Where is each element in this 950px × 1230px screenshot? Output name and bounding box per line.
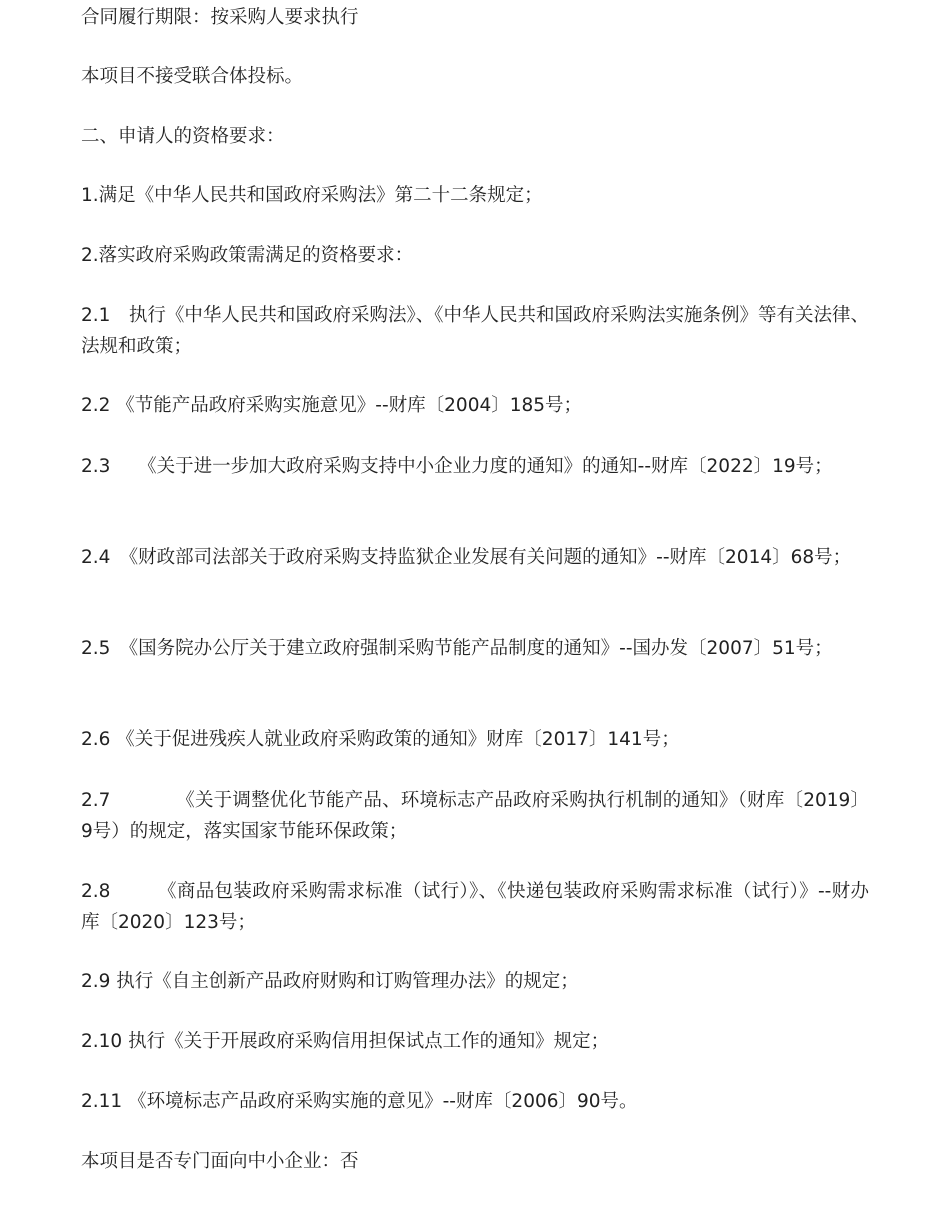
requirement-item: 2.1 执行《中华人民共和国政府采购法》、《中华人民共和国政府采购法实施条例》等有关法律、法规和政策； <box>81 305 869 357</box>
requirement-item: 2.落实政府采购政策需满足的资格要求： <box>81 245 414 266</box>
requirement-item: 2.9 执行《自主创新产品政府财购和订购管理办法》的规定； <box>81 971 579 992</box>
requirement-item: 2.3 《关于进一步加大政府采购支持中小企业力度的通知》的通知--财库〔2022〕19号； <box>81 456 833 477</box>
requirement-item: 2.4 《财政部司法部关于政府采购支持监狱企业发展有关问题的通知》--财库〔2014〕68号； <box>81 547 852 568</box>
requirement-item: 2.5 《国务院办公厅关于建立政府强制采购节能产品制度的通知》--国办发〔2007〕51号； <box>81 638 833 659</box>
sme-note: 本项目是否专门面向中小企业：否 <box>81 1151 359 1172</box>
requirement-item: 2.2 《节能产品政府采购实施意见》--财库〔2004〕185号； <box>81 395 583 416</box>
requirement-item: 1.满足《中华人民共和国政府采购法》第二十二条规定； <box>81 185 543 206</box>
section-heading: 二、申请人的资格要求： <box>81 126 285 147</box>
requirement-item: 2.6 《关于促进残疾人就业政府采购政策的通知》财库〔2017〕141号； <box>81 729 680 750</box>
contract-period: 合同履行期限：按采购人要求执行 <box>81 7 359 28</box>
requirement-item: 2.7 《关于调整优化节能产品、环境标志产品政府采购执行机制的通知》（财库〔2019〕9号）的规定，落实国家节能环保政策； <box>81 790 869 842</box>
requirement-item: 2.11 《环境标志产品政府采购实施的意见》--财库〔2006〕90号。 <box>81 1091 638 1112</box>
requirement-item: 2.10 执行《关于开展政府采购信用担保试点工作的通知》规定； <box>81 1031 610 1052</box>
requirement-item: 2.8 《商品包装政府采购需求标准（试行）》、《快递包装政府采购需求标准（试行）》--财办库〔2020〕123号； <box>81 881 869 933</box>
consortium-note: 本项目不接受联合体投标。 <box>81 66 304 87</box>
